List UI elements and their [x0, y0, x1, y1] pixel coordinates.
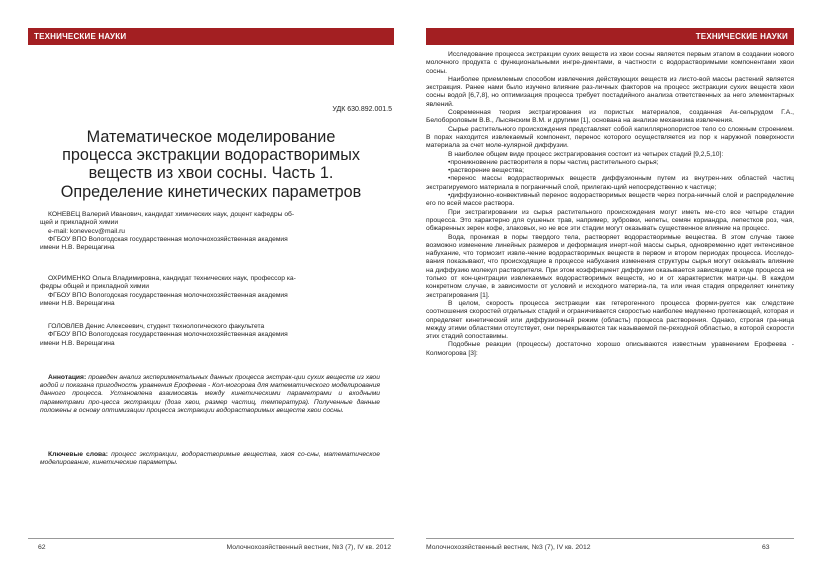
footer-divider	[28, 538, 394, 539]
author-name-line: ОХРИМЕНКО Ольга Владимировна, кандидат технических наук, профессор ка-	[48, 275, 296, 282]
abstract-label: Аннотация:	[48, 374, 87, 381]
body-paragraph: В наиболее общем виде процесс экстрагирования состоит из четырех стадий [9,2,5,10]:	[448, 150, 724, 158]
title-line: Математическое моделирование	[86, 128, 336, 146]
author-email: e-mail: konevecv@mail.ru	[48, 227, 126, 235]
body-paragraph: Исследование процесса экстракции сухих веществ из хвои сосны является первым этапом в создании нового молочного продукта с функциональными ингре-диентами, в частности с водорастворимыми компонентами хвои сосны.	[426, 51, 794, 75]
body-paragraph: Наиболее приемлемым способом извлечения действующих веществ из листо-вой массы растений является экстракция. Ранее нами было изучено влияние раз-личных факторов на процесс экстракции сухих веществ хвои сосны водой [6,7,8], но оптимизация процесса требует постадийного анализа ответственных за него элементарных явлений.	[426, 75, 794, 108]
left-page	[0, 0, 394, 580]
author-organization: ФГБОУ ВПО Вологодская государственная молочнохозяйственная академия	[48, 331, 288, 339]
bullet-item: •перенос массы водорастворимых веществ диффузионным путем из внутрен-них областей частиц экстрагируемого материала в пограничный слой, прилегаю-щий непосредственно к частице;	[426, 175, 794, 191]
section-label: ТЕХНИЧЕСКИЕ НАУКИ	[695, 32, 788, 41]
keywords	[40, 451, 380, 467]
body-paragraph: В целом, скорость процесса экстракции как гетерогенного процесса форми-руется как следствие соотношения скоростей отдельных стадий и ограничивается скоростью наиболее медленно протекающей, которая и определяет кинетический или диффузионный режим (область) процесса растворения. Однако, строгая гра-ница между этими областями отсутствует, они перекрываются так называемой пе-реходной областью, в которой скорости этих стадий сопоставимы.	[426, 299, 794, 341]
abstract	[40, 374, 380, 415]
title-line: процесса экстракции водорастворимых	[62, 146, 360, 165]
body-paragraph: При экстрагировании из сырья растительного происхождения могут иметь ме-сто все четыре стадии процесса. Это характерно для сушеных трав, например, зубровки, непеты, семян кориандра, лепестков роз, чая, обжаренных зерен кофе, злаковых, но не все эти стадии могут оказывать существенное влияние на процесс.	[426, 208, 794, 233]
abstract-text: проведен анализ экспериментальных данных процесса экстрак-ции сухих веществ из хвои водой и показана пригодность уравнения Ерофеева - Кол-могорова для математического моделирования данного процесса. Установлена взаимосвязь между кинетическими параметрами и входными параметрами про-цесса экстракции (доза хвои, размер частиц, температура). Полученные данные положены в основу оптимизации процесса экстракции водорастворимых веществ хвои сосны.	[40, 374, 380, 414]
author-name-line: ГОЛОВЛЕВ Денис Алексеевич, студент технологического факультета	[48, 323, 265, 330]
body-paragraph: Современная теория экстрагирования из пористых материалов, созданная Ак-сельрудом Г.А., Белобороловым В.В., Лысянским В.М. и другими [1], основана на анализе механизма извлечения.	[426, 109, 794, 125]
author-block-okhrimenko	[40, 275, 380, 308]
section-banner	[28, 28, 394, 45]
bullet-item: •диффузионно-конвективный перенос водорастворимых веществ через погра-ничный слой и распределение его по всей массе раствора.	[426, 192, 794, 208]
bullet-item: •проникновение растворителя в поры частиц растительного сырья;	[448, 158, 659, 166]
author-affiliation-line: щей и прикладной химии	[40, 219, 119, 227]
bullet-item: •растворение вещества;	[448, 167, 524, 175]
article-body	[426, 51, 794, 358]
section-label: ТЕХНИЧЕСКИЕ НАУКИ	[34, 32, 127, 41]
section-banner	[426, 28, 794, 45]
page-number: 62	[38, 544, 46, 551]
body-paragraph: Сырье растительного происхождения представляет собой капиллярнопористое тело со сложным строением. В порах находится извлекаемый компонент, перенос которого осуществляется из пор к наружной поверхности материала за счет моле-кулярной диффузии.	[426, 125, 794, 150]
body-paragraph: Подобные реакции (процессы) достаточно хорошо описываются известным уравнением Ерофеева - Колмогорова [3]:	[426, 341, 794, 357]
keywords-text: процесс экстракции, водорастворимые вещества, хвоя со-сны, математическое моделирование, кинетические параметры.	[40, 451, 380, 467]
page-number: 63	[762, 544, 770, 551]
author-block-golovlev	[40, 323, 380, 348]
udk-code: УДК 630.892.001.5	[332, 106, 392, 113]
author-organization: ФГБОУ ВПО Вологодская государственная молочнохозяйственная академия	[48, 235, 288, 243]
author-block-konevets	[40, 211, 380, 252]
body-paragraph: Вода, проникая в поры твердого тела, растворяет водорастворимые вещества. В этом случае также возможно изменение линейных размеров и деформация инерт-ной массы сырья, одновременно идет интенсивное набухание, что тормозит извле-чение водорастворимых веществ в первом и втором периодах процесса. Исследо-вания показывают, что происходящие в процессе набухания изменения структуры сырья могут оказывать влияние на диффузию молекул растворителя. При этом коэффициент диффузии оказывается зависящим в ходе процесса не только от кон-центрации извлекаемых водорастворимых веществ, но и от характеристик матри-цы. В каждом конкретном случае, в зависимости от условий и исходного материа-ла, та или иная стадия определяет кинетику экстрагирования [1].	[426, 233, 794, 299]
right-page	[426, 0, 820, 580]
footer-divider	[426, 538, 794, 539]
title-line: веществ из хвои сосны. Часть 1.	[88, 164, 334, 183]
author-organization-cont: имени Н.В. Верещагина	[40, 244, 115, 252]
author-affiliation-line: федры общей и прикладной химии	[40, 283, 149, 291]
keywords-label: Ключевые слова:	[48, 451, 108, 458]
author-organization: ФГБОУ ВПО Вологодская государственная молочнохозяйственная академия	[48, 291, 288, 299]
title-line: Определение кинетических параметров	[60, 182, 362, 201]
journal-footer: Молочнохозяйственный вестник, №3 (7), IV кв. 2012	[426, 544, 591, 551]
author-name-line: КОНЕВЕЦ Валерий Иванович, кандидат химических наук, доцент кафедры об-	[48, 211, 295, 218]
article-title	[40, 128, 382, 201]
author-organization-cont: имени Н.В. Верещагина	[40, 339, 115, 347]
journal-footer: Молочнохозяйственный вестник, №3 (7), IV кв. 2012	[226, 544, 391, 551]
author-organization-cont: имени Н.В. Верещагина	[40, 299, 115, 307]
